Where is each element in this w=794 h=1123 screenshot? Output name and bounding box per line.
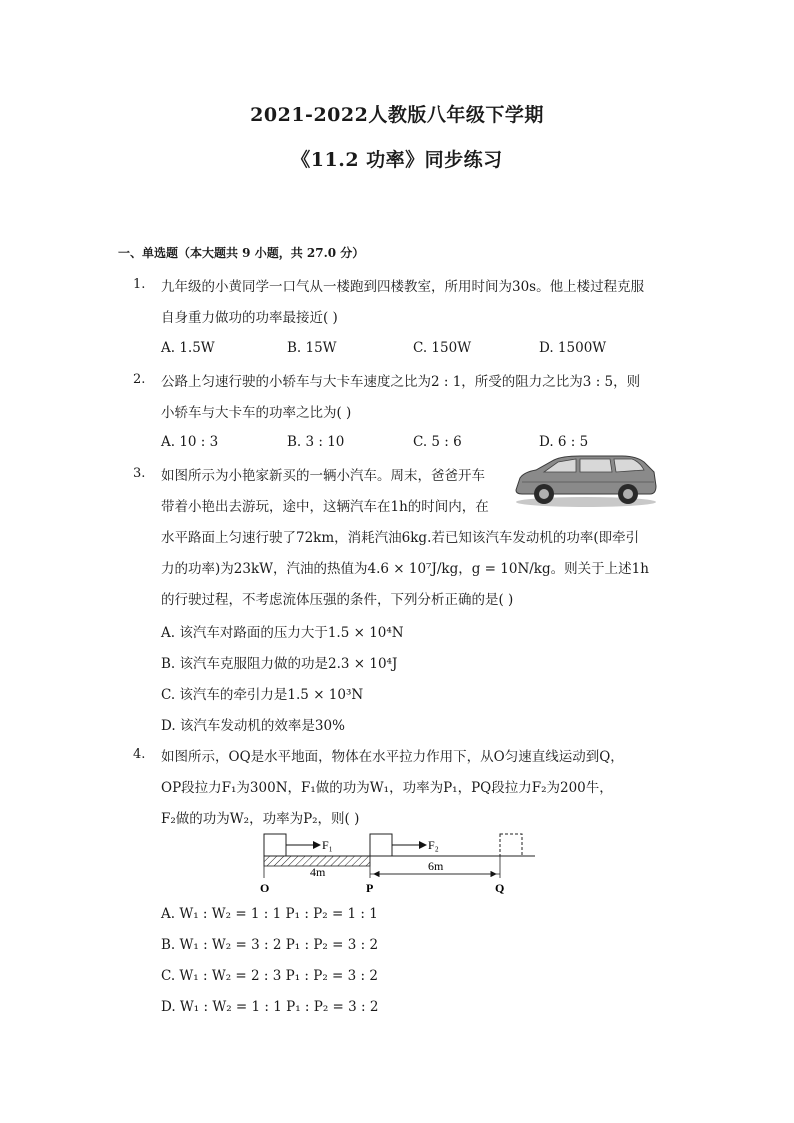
q2-option-b[interactable]: B. 3 : 10	[287, 434, 345, 450]
q1-number: 1.	[133, 277, 146, 292]
q2-stem-line1: 公路上匀速行驶的小轿车与大卡车速度之比为2 : 1，所受的阻力之比为3 : 5，则	[161, 374, 641, 390]
q1-option-d[interactable]: D. 1500W	[539, 340, 607, 356]
q4-option-c[interactable]: C. W₁ : W₂ = 2 : 3 P₁ : P₂ = 3 : 2	[161, 968, 378, 984]
document-title: 2021-2022人教版八年级下学期	[250, 104, 544, 126]
section-heading: 一、单选题（本大题共 9 小题，共 27.0 分）	[118, 246, 365, 260]
car-image	[510, 452, 658, 510]
q2-stem-line2: 小轿车与大卡车的功率之比为( )	[161, 405, 352, 421]
label-f1: F₁	[322, 838, 333, 852]
q1-option-b[interactable]: B. 15W	[287, 340, 337, 356]
q1-stem-line2: 自身重力做功的功率最接近( )	[161, 310, 338, 326]
label-o: O	[260, 881, 270, 895]
q4-stem-line2: OP段拉力F₁为300N，F₁做的功为W₁，功率为P₁，PQ段拉力F₂为200牛，	[161, 780, 613, 796]
q3-stem-line4: 力的功率)为23kW，汽油的热值为4.6 × 10⁷J/kg，g = 10N/kg。则关于上述1h	[161, 561, 649, 577]
q4-option-b[interactable]: B. W₁ : W₂ = 3 : 2 P₁ : P₂ = 3 : 2	[161, 937, 379, 953]
q3-stem-line3: 水平路面上匀速行驶了72km，消耗汽油6kg.若已知该汽车发动机的功率(即牵引	[161, 530, 640, 546]
q4-option-d[interactable]: D. W₁ : W₂ = 1 : 1 P₁ : P₂ = 3 : 2	[161, 999, 379, 1015]
q2-option-d[interactable]: D. 6 : 5	[539, 434, 589, 450]
q2-number: 2.	[133, 372, 146, 387]
q3-stem-line5: 的行驶过程，不考虑流体压强的条件，下列分析正确的是( )	[161, 592, 514, 608]
q4-number: 4.	[133, 747, 146, 762]
q3-number: 3.	[133, 466, 146, 481]
q3-stem-line1: 如图所示为小艳家新买的一辆小汽车。周末，爸爸开车	[161, 468, 485, 484]
label-f2: F₂	[428, 838, 439, 852]
label-6m: 6m	[428, 859, 444, 873]
label-p: P	[366, 881, 374, 895]
q4-stem-line3: F₂做的功为W₂，功率为P₂，则( )	[161, 811, 360, 827]
label-q: Q	[495, 881, 505, 895]
q3-option-c[interactable]: C. 该汽车的牵引力是1.5 × 10³N	[161, 687, 364, 703]
q4-option-a[interactable]: A. W₁ : W₂ = 1 : 1 P₁ : P₂ = 1 : 1	[161, 906, 378, 922]
q4-stem-line1: 如图所示，OQ是水平地面，物体在水平拉力作用下，从O匀速直线运动到Q，	[161, 749, 624, 765]
q1-option-a[interactable]: A. 1.5W	[161, 340, 215, 356]
q1-option-c[interactable]: C. 150W	[413, 340, 472, 356]
q3-option-b[interactable]: B. 该汽车克服阻力做的功是2.3 × 10⁴J	[161, 656, 398, 672]
document-subtitle: 《11.2 功率》同步练习	[291, 149, 503, 171]
q3-option-d[interactable]: D. 该汽车发动机的效率是30%	[161, 718, 345, 734]
force-diagram	[250, 826, 550, 900]
q3-option-a[interactable]: A. 该汽车对路面的压力大于1.5 × 10⁴N	[161, 625, 404, 641]
q2-option-a[interactable]: A. 10 : 3	[161, 434, 219, 450]
label-4m: 4m	[310, 865, 326, 879]
q1-stem-line1: 九年级的小黄同学一口气从一楼跑到四楼教室，所用时间为30s。他上楼过程克服	[161, 279, 645, 295]
q2-option-c[interactable]: C. 5 : 6	[413, 434, 462, 450]
q3-stem-line2: 带着小艳出去游玩，途中，这辆汽车在1h的时间内，在	[161, 499, 489, 515]
